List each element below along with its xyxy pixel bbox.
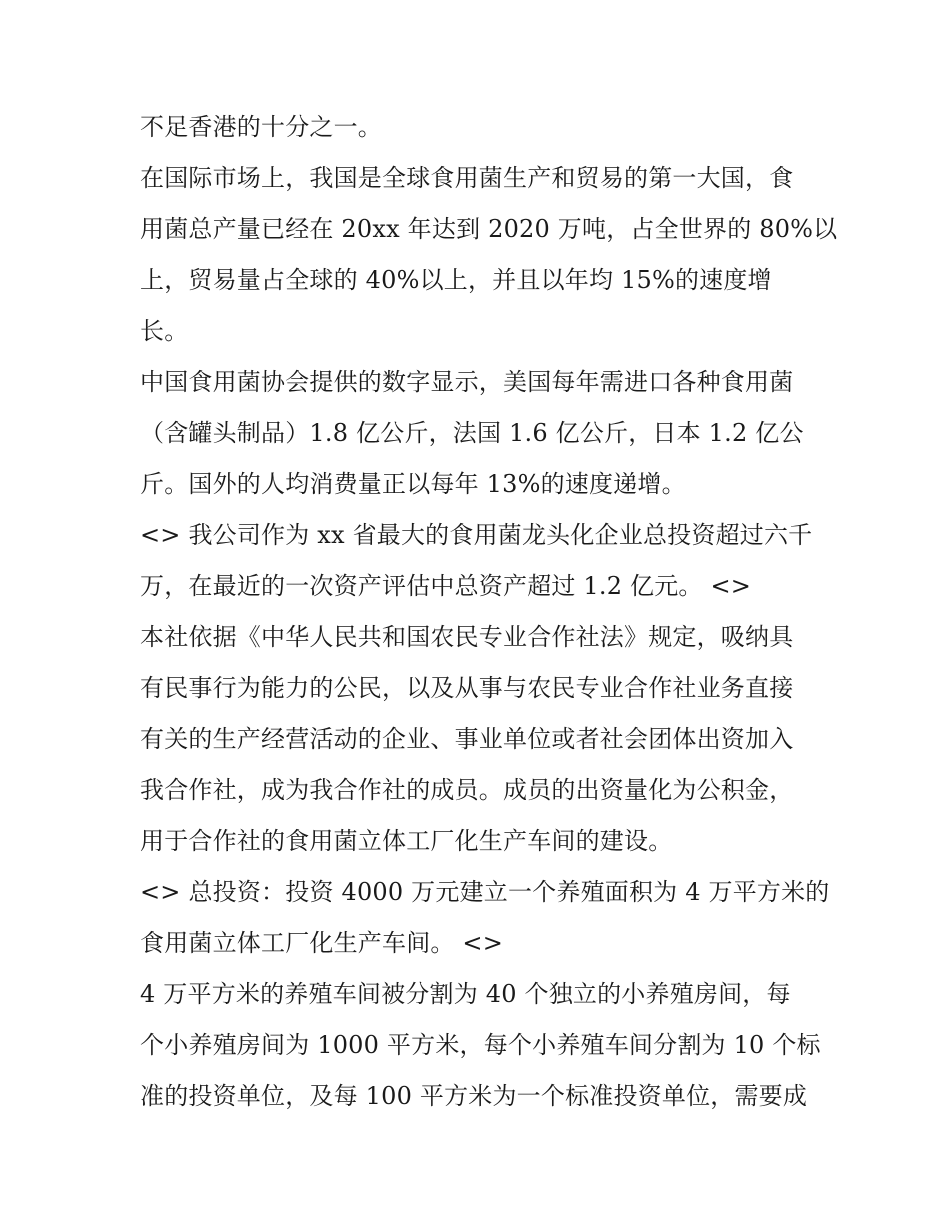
text-line: 在国际市场上，我国是全球食用菌生产和贸易的第一大国，食 — [140, 164, 794, 192]
text-line: 用于合作社的食用菌立体工厂化生产车间的建设。 — [140, 827, 673, 855]
text-line: 上，贸易量占全球的 40%以上，并且以年均 15%的速度增 — [140, 266, 772, 294]
text-line: 食用菌立体工厂化生产车间。 <> — [140, 929, 504, 957]
text-line: 有民事行为能力的公民，以及从事与农民专业合作社业务直接 — [140, 674, 794, 702]
text-line: 我合作社，成为我合作社的成员。成员的出资量化为公积金， — [140, 776, 794, 804]
text-line: 万，在最近的一次资产评估中总资产超过 1.2 亿元。 <> — [140, 572, 752, 600]
text-line: <> 总投资：投资 4000 万元建立一个养殖面积为 4 万平方米的 — [140, 878, 830, 906]
text-line: 用菌总产量已经在 20xx 年达到 2020 万吨，占全世界的 80%以 — [140, 215, 838, 243]
text-line: 4 万平方米的养殖车间被分割为 40 个独立的小养殖房间，每 — [140, 980, 791, 1008]
text-line: 斤。国外的人均消费量正以每年 13%的速度递增。 — [140, 470, 686, 498]
text-line: 不足香港的十分之一。 — [140, 113, 382, 141]
text-line: 中国食用菌协会提供的数字显示，美国每年需进口各种食用菌 — [140, 368, 794, 396]
text-line: 有关的生产经营活动的企业、事业单位或者社会团体出资加入 — [140, 725, 794, 753]
text-line: 长。 — [140, 317, 189, 345]
text-line: 个小养殖房间为 1000 平方米，每个小养殖车间分割为 10 个标 — [140, 1031, 821, 1059]
text-line: （含罐头制品）1.8 亿公斤，法国 1.6 亿公斤，日本 1.2 亿公 — [140, 419, 804, 447]
text-line: 本社依据《中华人民共和国农民专业合作社法》规定，吸纳具 — [140, 623, 794, 651]
text-line: <> 我公司作为 xx 省最大的食用菌龙头化企业总投资超过六千 — [140, 521, 813, 549]
text-line: 准的投资单位，及每 100 平方米为一个标准投资单位，需要成 — [140, 1082, 808, 1110]
